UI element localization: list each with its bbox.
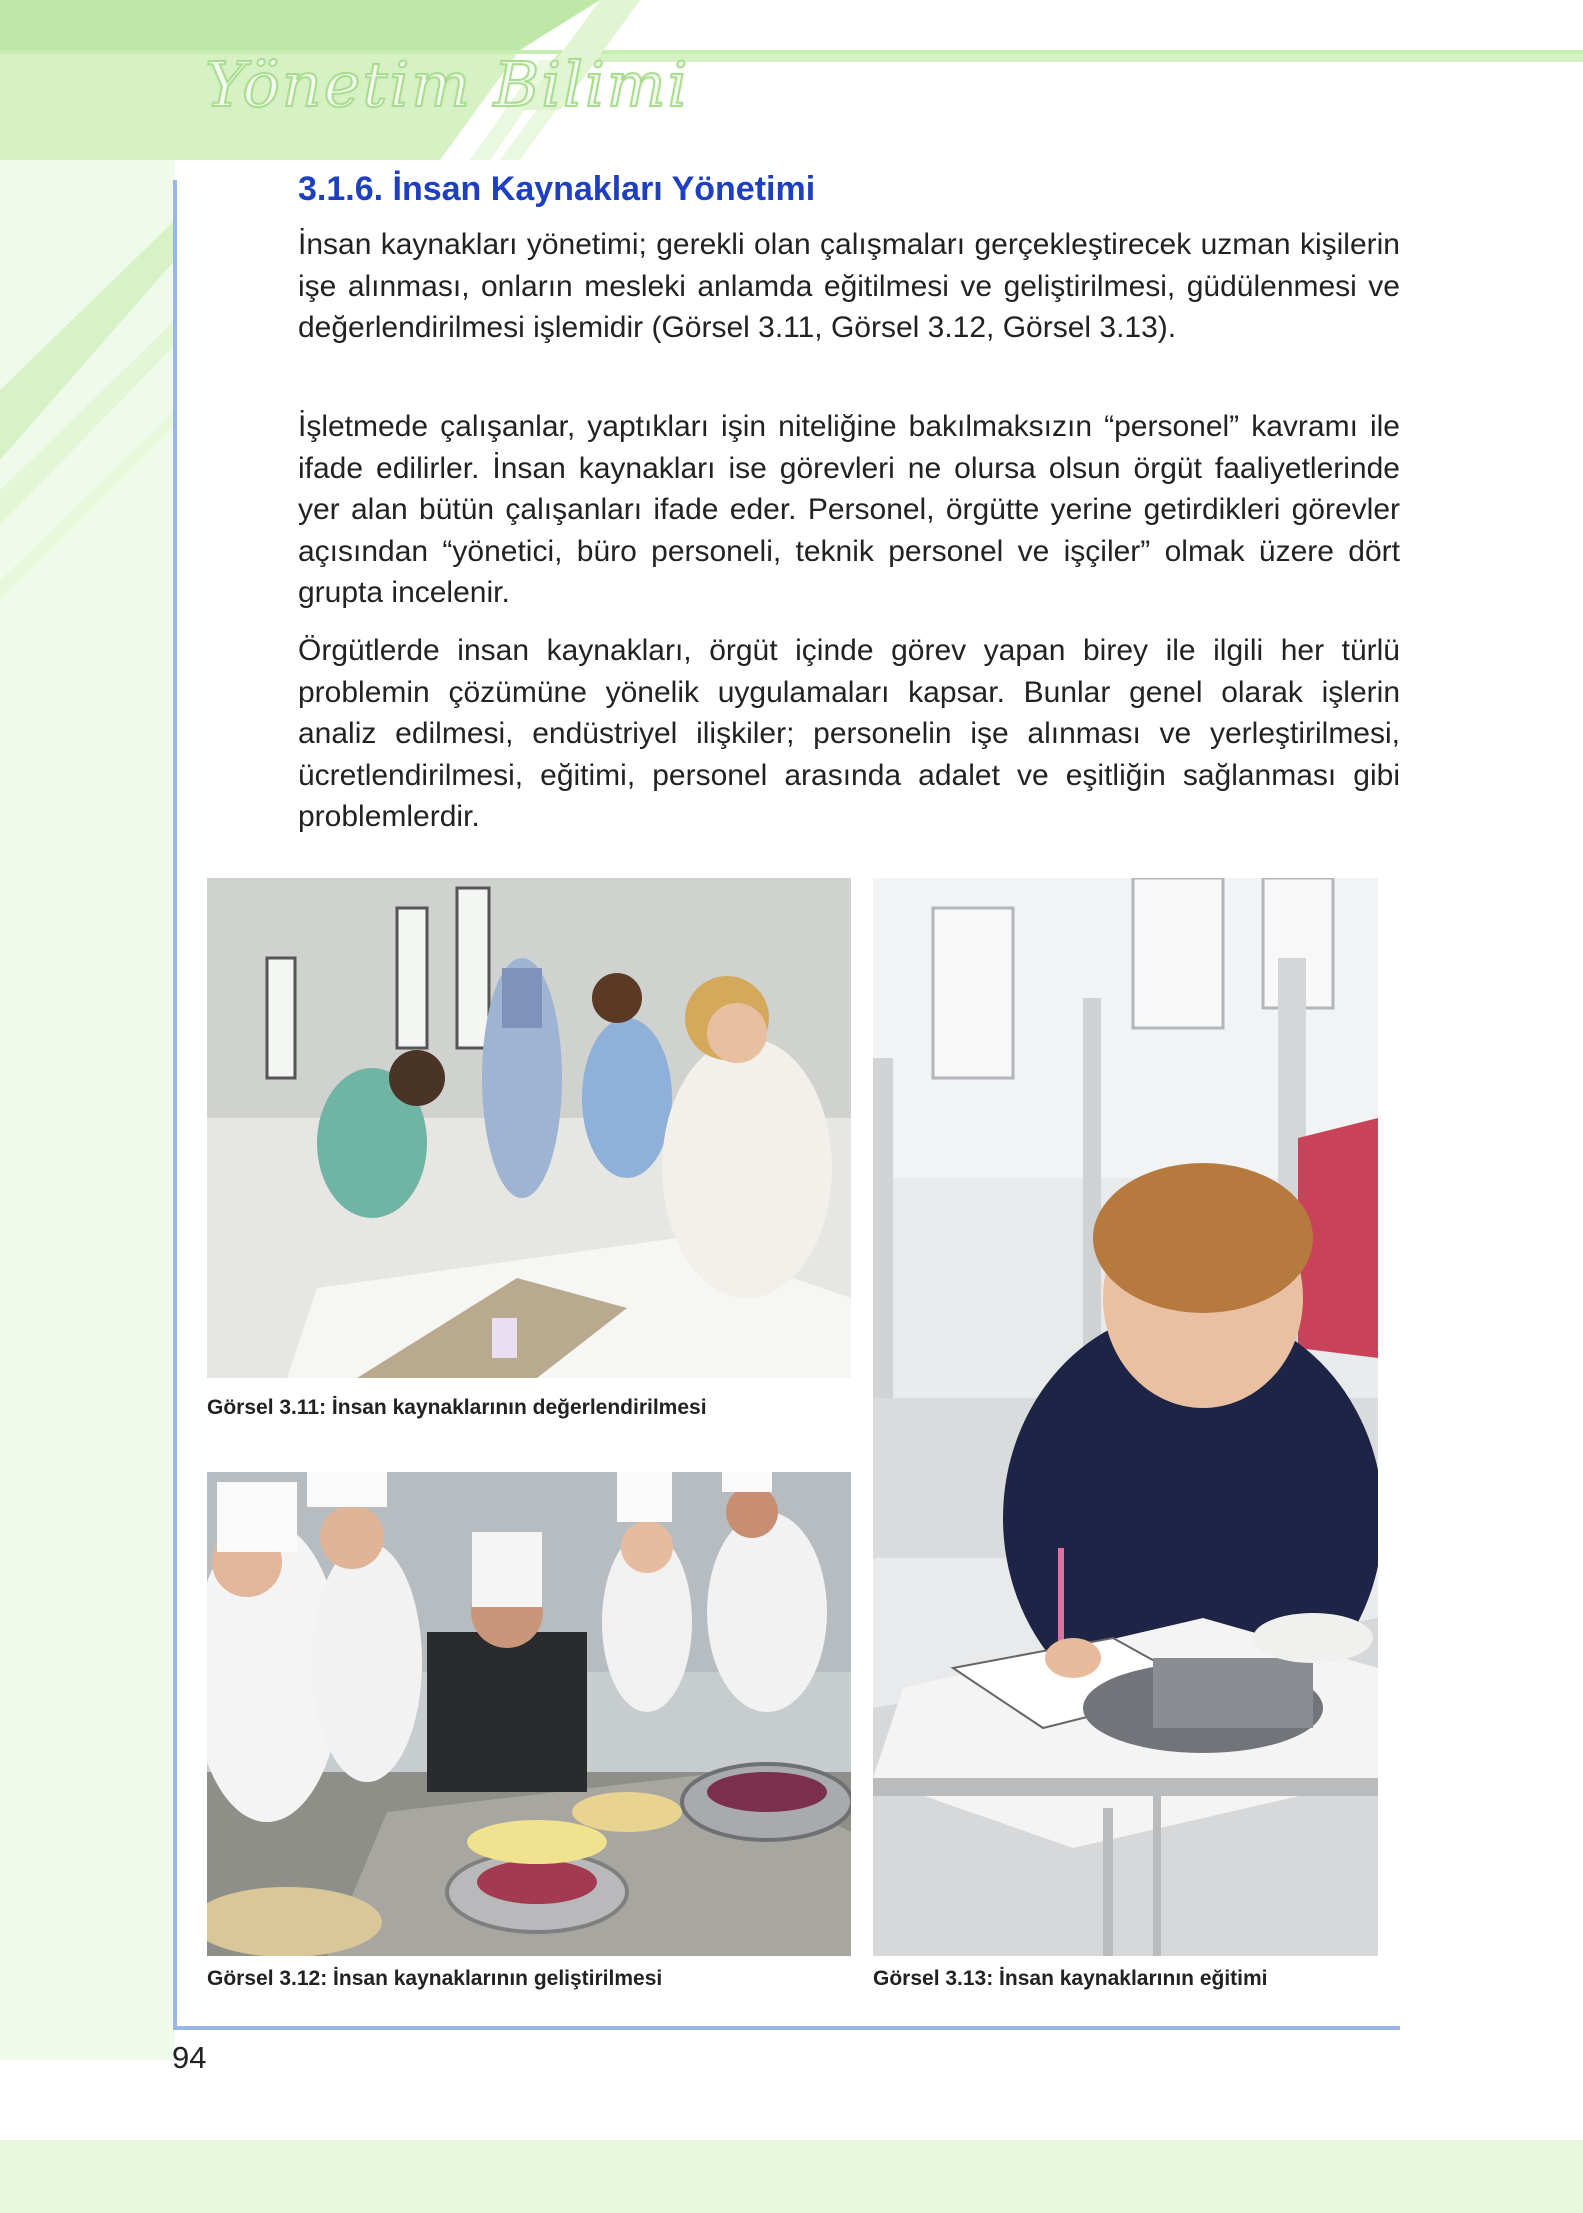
photo-fashion-design [207, 878, 851, 1378]
caption-figure-3-12: Görsel 3.12: İnsan kaynaklarının geliştirilmesi [207, 1967, 663, 1990]
content-frame-bottom-border [173, 2026, 1400, 2030]
content-frame-left-border [173, 180, 177, 2030]
photo-mechanic-training [873, 878, 1378, 1956]
footer-band [0, 2140, 1583, 2213]
photo-cooking-class [207, 1472, 851, 1956]
paragraph-2: İşletmede çalışanlar, yaptıkları işin niteliğine bakılmaksızın “personel” kavramı ile ifade edilirler. İnsan kaynakları ise görevleri ne olursa olsun örgüt faaliyetlerinde yer alan bütün çalışanları ifade eder. Personel, örgütte yerine getirdikleri görevler açısından “yönetici, büro personeli, teknik personel ve işçiler” olmak üzere dört grupta incelenir. [298, 410, 1400, 609]
paragraph-1: İnsan kaynakları yönetimi; gerekli olan çalışmaları gerçekleştirecek uzman kişilerin işe alınması, onların mesleki anlamda eğitilmesi ve geliştirilmesi, güdülenmesi ve değerlendirilmesi işlemidir (Görsel 3.11, Görsel 3.12, Görsel 3.13). [298, 228, 1400, 344]
caption-figure-3-11: Görsel 3.11: İnsan kaynaklarının değerlendirilmesi [207, 1396, 707, 1419]
left-decoration [0, 160, 175, 2060]
left-decoration-shapes [0, 160, 175, 2060]
paragraph-3: Örgütlerde insan kaynakları, örgüt içinde görev yapan birey ile ilgili her türlü problemin çözümüne yönelik uygulamaları kapsar. Bunlar genel olarak işlerin analiz edilmesi, endüstriyel ilişkiler; personelin işe alınması ve yerleştirilmesi, ücretlendirilmesi, eğitimi, personel arasında adalet ve eşitliğin sağlanması gibi problemlerdir. [298, 634, 1400, 833]
caption-figure-3-13: Görsel 3.13: İnsan kaynaklarının eğitimi [873, 1967, 1268, 1990]
brand-title: Yönetim Bilimi [205, 48, 690, 121]
page-number: 94 [172, 2040, 207, 2075]
section-title: 3.1.6. İnsan Kaynakları Yönetimi [298, 170, 816, 208]
